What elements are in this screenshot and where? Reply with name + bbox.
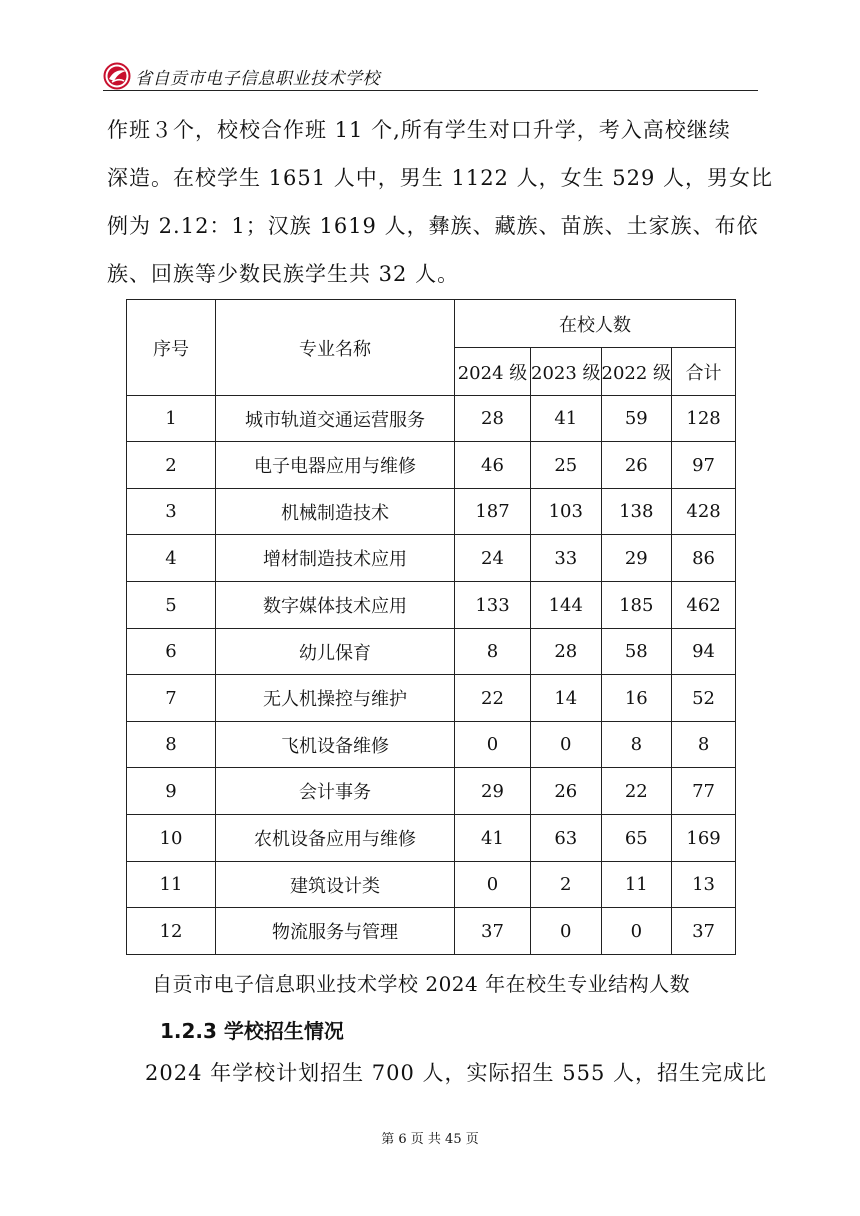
row-count-2022: 185 (601, 582, 672, 629)
admissions-paragraph: 2024 年学校计划招生 700 人，实际招生 555 人，招生完成比 (145, 1061, 767, 1085)
row-count-2023: 25 (531, 442, 602, 489)
row-count-2023: 0 (531, 908, 602, 955)
row-index: 11 (127, 862, 216, 908)
row-major-name: 幼儿保育 (216, 629, 455, 675)
header-year-2024: 2024 级 (455, 348, 531, 396)
row-count-2023: 28 (531, 629, 602, 675)
row-count-2024: 24 (455, 535, 531, 582)
header-major: 专业名称 (216, 300, 455, 396)
row-total: 86 (672, 535, 736, 582)
row-major-name: 农机设备应用与维修 (216, 815, 455, 862)
row-count-2023: 26 (531, 768, 602, 815)
row-count-2022: 22 (601, 768, 672, 815)
table-row (127, 582, 736, 629)
row-index: 1 (127, 396, 216, 442)
table-row (127, 396, 736, 442)
header-year-2023: 2023 级 (531, 348, 602, 396)
row-count-2023: 41 (531, 396, 602, 442)
row-count-2024: 187 (455, 489, 531, 535)
row-index: 7 (127, 675, 216, 722)
row-major-name: 电子电器应用与维修 (216, 442, 455, 489)
paragraph-line: 作班３个，校校合作班 11 个,所有学生对口升学，考入高校继续 (107, 118, 731, 142)
header-total: 合计 (672, 348, 736, 396)
row-count-2024: 29 (455, 768, 531, 815)
row-major-name: 增材制造技术应用 (216, 535, 455, 582)
row-index: 10 (127, 815, 216, 862)
table-row (127, 862, 736, 908)
row-count-2024: 41 (455, 815, 531, 862)
row-major-name: 机械制造技术 (216, 489, 455, 535)
row-index: 3 (127, 489, 216, 535)
row-major-name: 数字媒体技术应用 (216, 582, 455, 629)
row-count-2022: 138 (601, 489, 672, 535)
section-heading: 1.2.3 学校招生情况 (160, 1019, 344, 1043)
row-count-2024: 8 (455, 629, 531, 675)
header-rule (103, 90, 758, 91)
header-title: 省自贡市电子信息职业技术学校 (135, 69, 380, 89)
row-index: 6 (127, 629, 216, 675)
row-total: 52 (672, 675, 736, 722)
row-count-2023: 2 (531, 862, 602, 908)
row-count-2022: 11 (601, 862, 672, 908)
table-row (127, 908, 736, 955)
row-major-name: 会计事务 (216, 768, 455, 815)
row-major-name: 无人机操控与维护 (216, 675, 455, 722)
row-count-2024: 28 (455, 396, 531, 442)
table-body (127, 396, 736, 955)
row-count-2023: 144 (531, 582, 602, 629)
row-major-name: 建筑设计类 (216, 862, 455, 908)
table-row (127, 535, 736, 582)
row-major-name: 城市轨道交通运营服务 (216, 396, 455, 442)
table-caption: 自贡市电子信息职业技术学校 2024 年在校生专业结构人数 (152, 972, 691, 996)
row-total: 462 (672, 582, 736, 629)
row-count-2023: 103 (531, 489, 602, 535)
paragraph-line: 深造。在校学生 1651 人中，男生 1122 人，女生 529 人，男女比 (107, 166, 774, 190)
row-count-2023: 63 (531, 815, 602, 862)
row-count-2024: 37 (455, 908, 531, 955)
row-count-2022: 59 (601, 396, 672, 442)
body-paragraph (107, 106, 774, 298)
header-index: 序号 (127, 300, 216, 396)
row-major-name: 物流服务与管理 (216, 908, 455, 955)
school-emblem-icon (103, 62, 131, 90)
row-count-2022: 16 (601, 675, 672, 722)
row-count-2024: 0 (455, 722, 531, 768)
row-count-2023: 0 (531, 722, 602, 768)
row-count-2024: 133 (455, 582, 531, 629)
row-count-2024: 0 (455, 862, 531, 908)
table-row (127, 768, 736, 815)
table-row (127, 489, 736, 535)
row-total: 13 (672, 862, 736, 908)
table-row (127, 629, 736, 675)
table-row (127, 675, 736, 722)
row-count-2022: 8 (601, 722, 672, 768)
page-footer: 第 6 页 共 45 页 (381, 1132, 479, 1147)
row-index: 12 (127, 908, 216, 955)
row-total: 428 (672, 489, 736, 535)
row-total: 128 (672, 396, 736, 442)
row-total: 77 (672, 768, 736, 815)
row-count-2023: 14 (531, 675, 602, 722)
row-count-2022: 29 (601, 535, 672, 582)
page-header (103, 62, 758, 92)
row-total: 94 (672, 629, 736, 675)
enrollment-table (126, 299, 736, 955)
paragraph-line: 族、回族等少数民族学生共 32 人。 (107, 262, 460, 286)
row-count-2022: 58 (601, 629, 672, 675)
row-total: 8 (672, 722, 736, 768)
row-total: 37 (672, 908, 736, 955)
row-count-2022: 26 (601, 442, 672, 489)
table-row (127, 442, 736, 489)
table-row (127, 722, 736, 768)
header-year-2022: 2022 级 (601, 348, 672, 396)
header-enrollment-group: 在校人数 (455, 300, 736, 348)
row-total: 169 (672, 815, 736, 862)
row-index: 8 (127, 722, 216, 768)
paragraph-line: 例为 2.12：1；汉族 1619 人，彝族、藏族、苗族、土家族、布依 (107, 214, 759, 238)
table-row (127, 815, 736, 862)
row-index: 9 (127, 768, 216, 815)
row-count-2024: 22 (455, 675, 531, 722)
row-count-2022: 65 (601, 815, 672, 862)
row-index: 4 (127, 535, 216, 582)
row-major-name: 飞机设备维修 (216, 722, 455, 768)
row-index: 5 (127, 582, 216, 629)
row-count-2024: 46 (455, 442, 531, 489)
row-count-2023: 33 (531, 535, 602, 582)
row-total: 97 (672, 442, 736, 489)
row-index: 2 (127, 442, 216, 489)
row-count-2022: 0 (601, 908, 672, 955)
